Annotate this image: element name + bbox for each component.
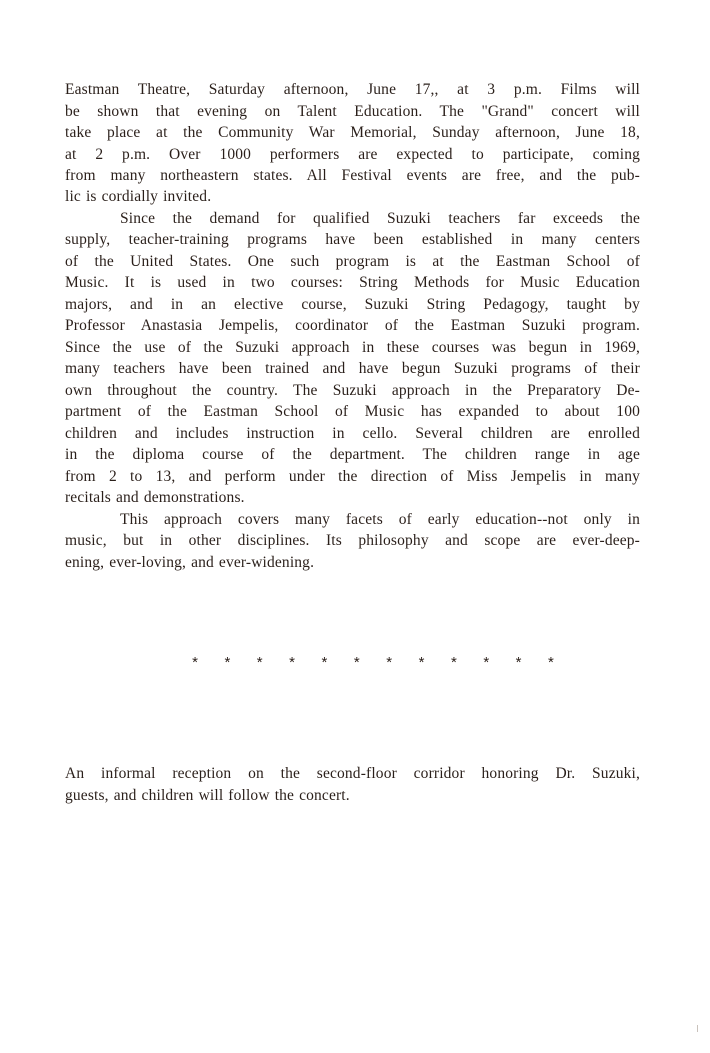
text-line: at 2 p.m. Over 1000 performers are expected to participate, coming [65,146,640,163]
text-line: many teachers have been trained and have begun Suzuki programs of their [65,360,640,377]
text-line: majors, and in an elective course, Suzuki String Pedagogy, taught by [65,296,640,313]
asterisk: * [418,654,425,671]
asterisk: * [515,654,522,671]
asterisk: * [321,654,328,671]
asterisk: * [289,654,295,671]
text-line: music, but in other disciplines. Its philosophy and scope are ever-deep- [65,532,640,549]
text-line: from many northeastern states. All Festival events are free, and the pub- [65,167,640,184]
scan-speck [697,1025,698,1032]
text-line: recitals and demonstrations. [65,489,245,506]
asterisk: * [353,654,360,671]
text-line: Eastman Theatre, Saturday afternoon, June 17,, at 3 p.m. Films will [65,81,640,98]
text-line: An informal reception on the second-floor corridor honoring Dr. Suzuki, [65,765,640,782]
asterisk-separator [188,654,558,671]
text-line: be shown that evening on Talent Education. The "Grand" concert will [65,103,640,120]
text-line: in the diploma course of the department. The children range in age [65,446,640,463]
text-line: guests, and children will follow the concert. [65,787,350,804]
asterisk: * [386,654,393,671]
text-line: Professor Anastasia Jempelis, coordinator of the Eastman Suzuki program. [65,317,640,334]
text-line: Music. It is used in two courses: String Methods for Music Education [65,274,640,291]
text-line: own throughout the country. The Suzuki approach in the Preparatory De- [65,382,640,399]
text-line: lic is cordially invited. [65,188,212,205]
asterisk: * [450,654,457,671]
asterisk: * [192,654,198,671]
text-line: ening, ever-loving, and ever-widening. [65,554,315,571]
text-line: of the United States. One such program is at the Eastman School of [65,253,640,270]
text-line: take place at the Community War Memorial, Sunday afternoon, June 18, [65,124,640,141]
asterisk: * [256,654,263,671]
text-line: This approach covers many facets of early education--not only in [120,511,640,528]
text-line: children and includes instruction in cello. Several children are enrolled [65,425,640,442]
text-line: Since the demand for qualified Suzuki teachers far exceeds the [120,210,640,227]
text-line: Since the use of the Suzuki approach in these courses was begun in 1969, [65,339,640,356]
asterisk: * [548,654,554,671]
asterisk: * [224,654,231,671]
text-line: partment of the Eastman School of Music has expanded to about 100 [65,403,640,420]
asterisk: * [483,654,490,671]
text-line: supply, teacher-training programs have been established in many centers [65,231,640,248]
text-line: from 2 to 13, and perform under the direction of Miss Jempelis in many [65,468,640,485]
